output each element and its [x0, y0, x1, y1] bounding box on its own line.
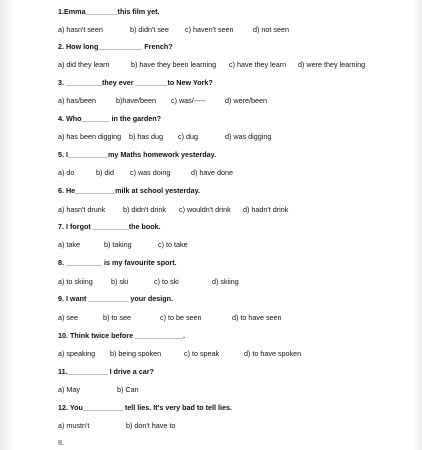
question-1-option-c: c) haven't seen: [185, 25, 234, 34]
question-3-option-b: b)have/been: [116, 96, 156, 105]
question-4-option-b: b) has dug: [129, 132, 163, 141]
question-3-option-d: d) were/been: [225, 96, 267, 105]
question-12-option-b: b) don't have to: [126, 421, 176, 430]
page-shadow-left: [0, 0, 14, 450]
question-9-option-b: b) to see: [103, 313, 131, 322]
question-3-option-c: c) was/-----: [171, 96, 206, 105]
page-shadow-right: [412, 0, 422, 450]
question-7-option-b: b) taking: [104, 240, 132, 249]
question-8-option-b: b) ski: [111, 277, 129, 286]
question-4-option-c: c) dug: [178, 132, 198, 141]
question-8-option-d: d) skiing: [212, 277, 239, 286]
question-2-option-a: a) did they learn: [58, 60, 110, 69]
question-9-option-a: a) see: [58, 313, 78, 322]
question-6-option-d: d) hadn't drink: [243, 205, 289, 214]
question-3-option-a: a) has/been: [58, 96, 96, 105]
question-7: 7. I forgot _________the book.: [58, 222, 161, 231]
question-6-option-c: c) wouldn't drink: [179, 205, 231, 214]
question-5-option-b: b) did: [96, 168, 114, 177]
question-6-option-a: a) hasn't drunk: [58, 205, 106, 214]
question-4: 4. Who_______ in the garden?: [58, 114, 162, 123]
question-8-option-a: a) to skiing: [58, 277, 93, 286]
question-9-option-c: c) to be seen: [160, 313, 202, 322]
question-1-option-d: d) not seen: [253, 25, 289, 34]
question-5-option-c: c) was doing: [130, 168, 171, 177]
question-10-option-b: b) being spoken: [110, 349, 162, 358]
question-5: 5. I__________my Maths homework yesterday.: [58, 150, 217, 159]
question-2: 2. How long___________ French?: [58, 42, 173, 51]
question-11: 11.__________ I drive a car?: [58, 367, 154, 376]
question-1: 1.Emma________this film yet.: [58, 7, 160, 16]
question-7-option-a: a) take: [58, 240, 80, 249]
question-10-option-c: c) to speak: [184, 349, 220, 358]
question-9-option-d: d) to have seen: [232, 313, 282, 322]
question-12-option-a: a) mustn't: [58, 421, 90, 430]
question-8-option-c: c) to ski: [154, 277, 179, 286]
question-4-option-d: d) was digging: [225, 132, 272, 141]
question-2-option-d: d) were they learning: [298, 60, 366, 69]
question-6: 6. He__________milk at school yesterday.: [58, 186, 201, 195]
question-7-option-c: c) to take: [158, 240, 188, 249]
question-5-option-a: a) do: [58, 168, 75, 177]
question-1-option-a: a) hasn't seen: [58, 25, 103, 34]
question-5-option-d: d) have done: [191, 168, 233, 177]
question-8: 8. _________ is my favourite sport.: [58, 258, 177, 267]
question-4-option-a: a) has been digging: [58, 132, 122, 141]
question-10-option-d: d) to have spoken: [244, 349, 302, 358]
question-1-option-b: b) didn't see: [130, 25, 169, 34]
question-12: 12. You__________ tell lies. It's very bad to tell lies.: [58, 403, 233, 412]
question-10: 10. Think twice before ____________.: [58, 331, 186, 340]
question-2-option-b: b) have they been learning: [131, 60, 217, 69]
question-11-option-b: b) Can: [117, 385, 139, 394]
question-3: 3. _________they ever ________to New York?: [58, 78, 213, 87]
question-2-option-c: c) have they learn: [229, 60, 287, 69]
question-10-option-a: a) speaking: [58, 349, 96, 358]
question-6-option-b: b) didn't drink: [123, 205, 166, 214]
question-11-option-a: a) May: [58, 385, 80, 394]
section-label: II.: [58, 438, 64, 447]
question-9: 9. I want __________ your design.: [58, 294, 174, 303]
